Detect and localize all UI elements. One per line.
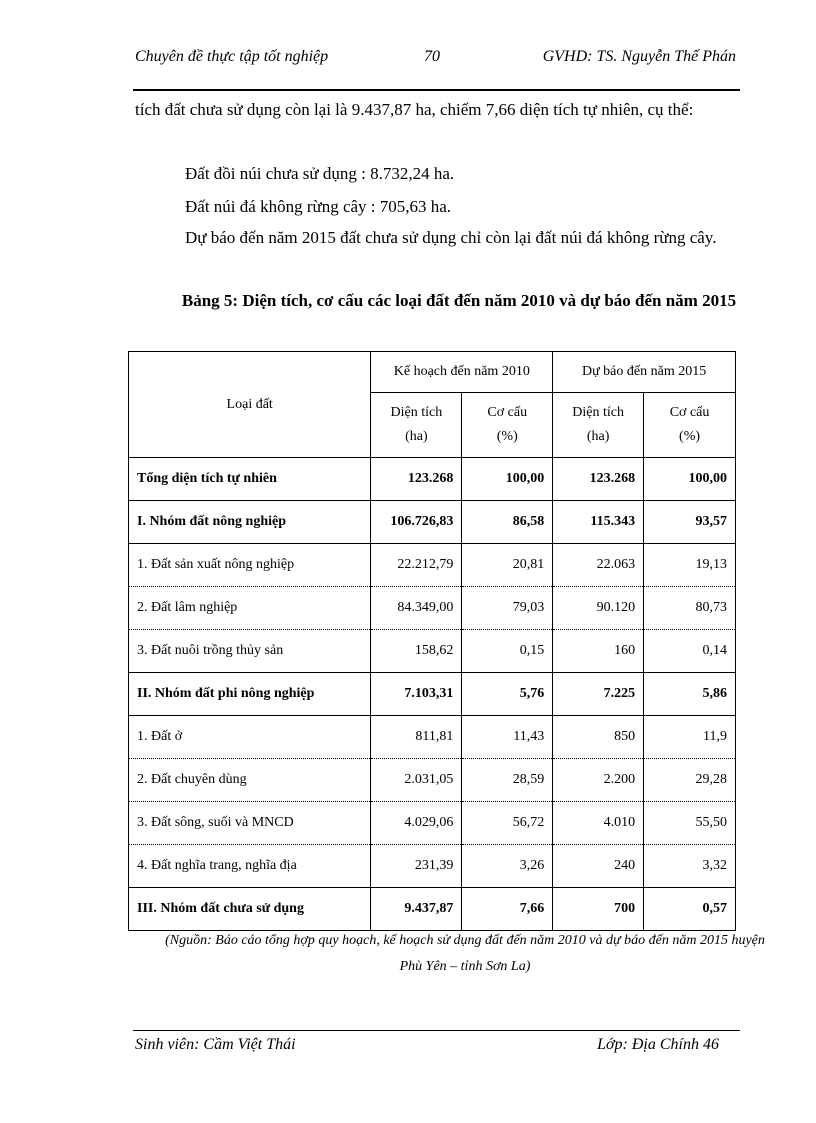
cell-area-2010: 811,81 — [371, 716, 462, 759]
cell-share-2015: 0,57 — [644, 888, 736, 931]
cell-area-2010: 123.268 — [371, 458, 462, 501]
table-row — [129, 845, 736, 888]
cell-area-2015: 7.225 — [553, 673, 644, 716]
header-forecast-2015: Dự báo đến năm 2015 — [553, 352, 736, 393]
cell-share-2015: 55,50 — [644, 802, 736, 845]
cell-land-type: Tổng diện tích tự nhiên — [129, 458, 371, 501]
footer-class: Lớp: Địa Chính 46 — [597, 1036, 719, 1053]
cell-share-2010: 20,81 — [462, 544, 553, 587]
cell-area-2015: 22.063 — [553, 544, 644, 587]
table-row — [129, 759, 736, 802]
cell-area-2010: 84.349,00 — [371, 587, 462, 630]
cell-share-2010: 86,58 — [462, 501, 553, 544]
page-number: 70 — [424, 48, 440, 65]
header-divider — [133, 89, 740, 91]
land-use-table — [128, 351, 736, 931]
cell-land-type: 3. Đất nuôi trồng thủy sản — [129, 630, 371, 673]
footer-divider — [133, 1030, 740, 1031]
table-source-note: (Nguồn: Báo cáo tổng hợp quy hoạch, kế hoạch sử dụng đất đến năm 2010 và dự báo đến năm 2015 huyện Phù Yên – tỉnh Sơn La) — [165, 933, 765, 974]
paragraph-1: tích đất chưa sử dụng còn lại là 9.437,87 ha, chiếm 7,66 diện tích tự nhiên, cụ thể: — [135, 100, 694, 119]
table-row — [129, 802, 736, 845]
cell-land-type: 3. Đất sông, suối và MNCD — [129, 802, 371, 845]
cell-area-2010: 7.103,31 — [371, 673, 462, 716]
table-row — [129, 716, 736, 759]
cell-land-type: 4. Đất nghĩa trang, nghĩa địa — [129, 845, 371, 888]
cell-area-2015: 160 — [553, 630, 644, 673]
paragraph-3: Đất núi đá không rừng cây : 705,63 ha. — [185, 197, 452, 216]
subheader-share-2015: Cơ cấu (%) — [644, 393, 736, 458]
cell-area-2010: 22.212,79 — [371, 544, 462, 587]
cell-area-2015: 850 — [553, 716, 644, 759]
cell-area-2015: 700 — [553, 888, 644, 931]
cell-land-type: 1. Đất ở — [129, 716, 371, 759]
header-title: Chuyên đề thực tập tốt nghiệp — [135, 48, 329, 65]
cell-area-2015: 90.120 — [553, 587, 644, 630]
cell-area-2015: 4.010 — [553, 802, 644, 845]
cell-land-type: 2. Đất lâm nghiệp — [129, 587, 371, 630]
subheader-area-2010: Diện tích (ha) — [371, 393, 462, 458]
table-caption: Bảng 5: Diện tích, cơ cấu các loại đất đến năm 2010 và dự báo đến năm 2015 — [181, 291, 737, 310]
cell-area-2015: 123.268 — [553, 458, 644, 501]
cell-area-2015: 240 — [553, 845, 644, 888]
page-header — [133, 46, 738, 90]
cell-share-2010: 3,26 — [462, 845, 553, 888]
cell-share-2010: 11,43 — [462, 716, 553, 759]
cell-land-type: 1. Đất sản xuất nông nghiệp — [129, 544, 371, 587]
table-row — [129, 587, 736, 630]
cell-area-2015: 115.343 — [553, 501, 644, 544]
cell-share-2010: 56,72 — [462, 802, 553, 845]
table-row — [129, 673, 736, 716]
cell-land-type: 2. Đất chuyên dùng — [129, 759, 371, 802]
table-row — [129, 458, 736, 501]
footer-student: Sinh viên: Cầm Việt Thái — [135, 1036, 296, 1053]
cell-area-2010: 231,39 — [371, 845, 462, 888]
cell-area-2010: 9.437,87 — [371, 888, 462, 931]
cell-share-2015: 29,28 — [644, 759, 736, 802]
cell-share-2010: 100,00 — [462, 458, 553, 501]
subheader-share-2010: Cơ cấu (%) — [462, 393, 553, 458]
header-land-type: Loại đất — [129, 352, 371, 458]
table-row — [129, 630, 736, 673]
cell-share-2015: 0,14 — [644, 630, 736, 673]
cell-area-2010: 106.726,83 — [371, 501, 462, 544]
cell-share-2015: 100,00 — [644, 458, 736, 501]
cell-share-2015: 80,73 — [644, 587, 736, 630]
cell-area-2015: 2.200 — [553, 759, 644, 802]
header-advisor: GVHD: TS. Nguyễn Thế Phán — [542, 48, 736, 65]
cell-land-type: II. Nhóm đất phi nông nghiệp — [129, 673, 371, 716]
cell-share-2015: 5,86 — [644, 673, 736, 716]
cell-share-2010: 28,59 — [462, 759, 553, 802]
cell-land-type: III. Nhóm đất chưa sử dụng — [129, 888, 371, 931]
cell-area-2010: 158,62 — [371, 630, 462, 673]
cell-area-2010: 2.031,05 — [371, 759, 462, 802]
cell-share-2010: 5,76 — [462, 673, 553, 716]
paragraph-2: Đất đồi núi chưa sử dụng : 8.732,24 ha. — [185, 164, 455, 183]
cell-share-2010: 7,66 — [462, 888, 553, 931]
cell-land-type: I. Nhóm đất nông nghiệp — [129, 501, 371, 544]
cell-area-2010: 4.029,06 — [371, 802, 462, 845]
cell-share-2015: 11,9 — [644, 716, 736, 759]
cell-share-2015: 3,32 — [644, 845, 736, 888]
cell-share-2015: 19,13 — [644, 544, 736, 587]
table-row — [129, 544, 736, 587]
header-plan-2010: Kế hoạch đến năm 2010 — [371, 352, 553, 393]
paragraph-4: Dự báo đến năm 2015 đất chưa sử dụng chỉ còn lại đất núi đá không rừng cây. — [185, 228, 717, 247]
cell-share-2015: 93,57 — [644, 501, 736, 544]
cell-share-2010: 79,03 — [462, 587, 553, 630]
table-row — [129, 501, 736, 544]
table-row — [129, 888, 736, 931]
subheader-area-2015: Diện tích (ha) — [553, 393, 644, 458]
cell-share-2010: 0,15 — [462, 630, 553, 673]
